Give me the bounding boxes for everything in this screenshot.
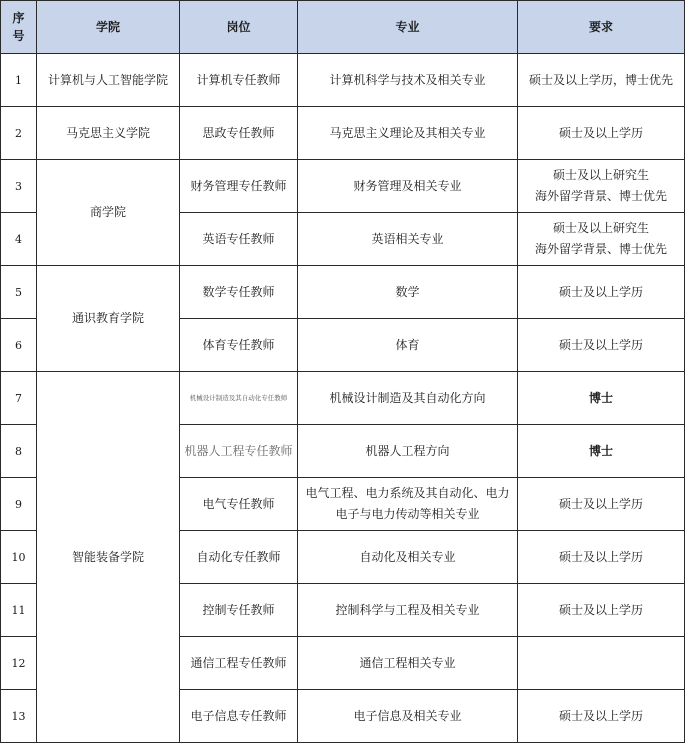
requirement-cell: 硕士及以上学历	[518, 266, 685, 319]
major-cell: 通信工程相关专业	[298, 637, 518, 690]
position-cell: 自动化专任教师	[180, 531, 298, 584]
position-cell: 机械设计制造及其自动化专任教师	[180, 372, 298, 425]
requirement-cell: 硕士及以上学历	[518, 531, 685, 584]
position-cell: 思政专任教师	[180, 107, 298, 160]
position-cell: 数学专任教师	[180, 266, 298, 319]
position-cell: 电气专任教师	[180, 478, 298, 531]
position-cell: 财务管理专任教师	[180, 160, 298, 213]
major-cell: 计算机科学与技术及相关专业	[298, 54, 518, 107]
header-seq: 序 号	[1, 1, 37, 54]
major-cell: 体育	[298, 319, 518, 372]
requirement-cell: 硕士及以上学历	[518, 319, 685, 372]
requirement-cell: 博士	[518, 425, 685, 478]
college-cell: 智能装备学院	[37, 372, 180, 743]
table-row	[1, 160, 685, 213]
row-number: 1	[1, 54, 37, 107]
row-number: 13	[1, 690, 37, 743]
header-college: 学院	[37, 1, 180, 54]
row-number: 9	[1, 478, 37, 531]
table-row	[1, 107, 685, 160]
major-cell: 机器人工程方向	[298, 425, 518, 478]
position-cell: 控制专任教师	[180, 584, 298, 637]
table-row	[1, 54, 685, 107]
requirement-cell: 硕士及以上学历	[518, 690, 685, 743]
requirement-cell: 硕士及以上学历	[518, 107, 685, 160]
header-row	[1, 1, 685, 54]
major-cell: 电子信息及相关专业	[298, 690, 518, 743]
major-cell: 自动化及相关专业	[298, 531, 518, 584]
header-position: 岗位	[180, 1, 298, 54]
major-cell: 控制科学与工程及相关专业	[298, 584, 518, 637]
major-cell: 英语相关专业	[298, 213, 518, 266]
college-cell: 计算机与人工智能学院	[37, 54, 180, 107]
requirement-cell: 硕士及以上研究生 海外留学背景、博士优先	[518, 213, 685, 266]
position-cell: 计算机专任教师	[180, 54, 298, 107]
requirement-cell: 硕士及以上学历	[518, 584, 685, 637]
row-number: 8	[1, 425, 37, 478]
row-number: 6	[1, 319, 37, 372]
requirement-cell: 硕士及以上学历，博士优先	[518, 54, 685, 107]
header-requirement: 要求	[518, 1, 685, 54]
position-cell: 英语专任教师	[180, 213, 298, 266]
college-cell: 通识教育学院	[37, 266, 180, 372]
table-row	[1, 266, 685, 319]
college-cell: 商学院	[37, 160, 180, 266]
row-number: 3	[1, 160, 37, 213]
major-cell: 电气工程、电力系统及其自动化、电力 电子与电力传动等相关专业	[298, 478, 518, 531]
position-cell: 机器人工程专任教师	[180, 425, 298, 478]
major-cell: 财务管理及相关专业	[298, 160, 518, 213]
requirement-cell	[518, 637, 685, 690]
table-row	[1, 372, 685, 425]
college-cell: 马克思主义学院	[37, 107, 180, 160]
row-number: 12	[1, 637, 37, 690]
row-number: 2	[1, 107, 37, 160]
major-cell: 马克思主义理论及其相关专业	[298, 107, 518, 160]
requirement-cell: 硕士及以上学历	[518, 478, 685, 531]
row-number: 11	[1, 584, 37, 637]
position-cell: 体育专任教师	[180, 319, 298, 372]
requirement-cell: 博士	[518, 372, 685, 425]
row-number: 10	[1, 531, 37, 584]
position-cell: 通信工程专任教师	[180, 637, 298, 690]
row-number: 5	[1, 266, 37, 319]
header-major: 专业	[298, 1, 518, 54]
row-number: 4	[1, 213, 37, 266]
row-number: 7	[1, 372, 37, 425]
major-cell: 数学	[298, 266, 518, 319]
position-cell: 电子信息专任教师	[180, 690, 298, 743]
requirement-cell: 硕士及以上研究生 海外留学背景、博士优先	[518, 160, 685, 213]
major-cell: 机械设计制造及其自动化方向	[298, 372, 518, 425]
